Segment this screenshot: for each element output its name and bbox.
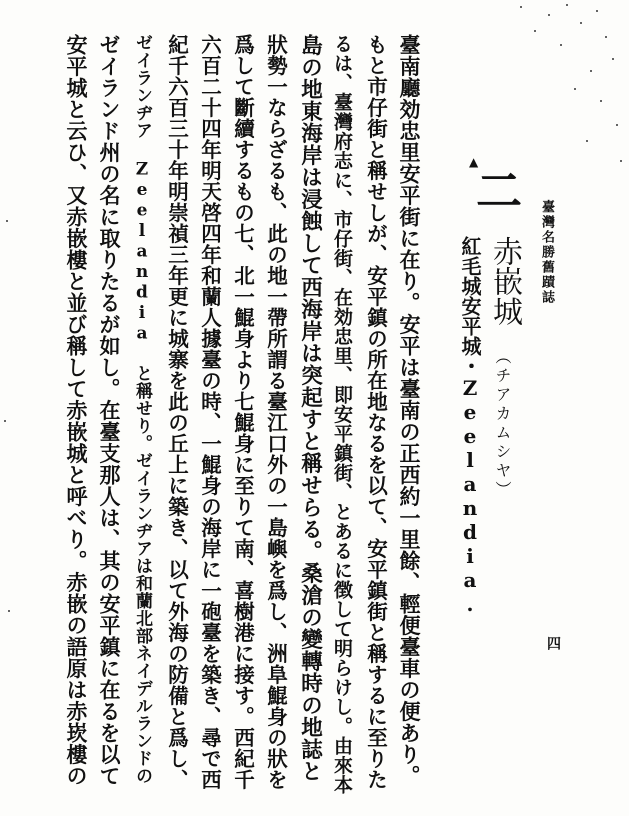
running-head: 臺灣名勝舊蹟誌 [539,200,554,305]
section-title: 赤嵌城 [487,236,522,326]
body-column-11: 安平城と云ひ、又赤嵌樓と並び稱して赤嵌城と呼べり。赤嵌の語原は赤崁樓の [64,34,89,787]
body-column-5: 狀勢一ならざるも、此の地一帶所謂る臺江口外の一島嶼を爲し、洲阜鯤身の狀を [263,34,288,790]
body-column-9: ゼイランヂア Zeelandia と稱せり。ゼイランヂアは和蘭北部ネイデルランドの [132,34,152,785]
page-number: 四 [545,636,561,650]
body-column-2: もと市仔街と稱せしが、安平鎮の所在地なるを以て、安平鎮街と稱するに至りた [363,34,388,790]
body-column-4: 島の地東海岸は浸蝕して西海岸は突起すと稱せらる。桑滄の變轉時の地誌と [297,34,323,782]
pointer-mark-icon: ▲ [469,155,479,169]
section-reading: （チアカムシヤ） [493,348,512,500]
section-number: 二 [476,164,522,218]
body-column-7: 六百二十四年明天啓四年和蘭人據臺の時、一鯤身の海岸に一砲臺を築き、尋で西 [197,34,222,790]
body-column-6: 爲して斷續するもの七、北一鯤身より七鯤身に至りて南、喜樹港に接す。西紀千 [230,34,255,790]
body-column-8: 紀千六百三十年明崇禎三年更に城寨を此の丘上に築き、以て外海の防備と爲し、 [164,34,189,790]
body-column-3: るは、臺灣府志に、市仔街、在効忠里、即安平鎮街、とあるに徴して明らけし。由來本 [331,34,353,795]
body-column-1: 臺南廳効忠里安平街に在り。安平は臺南の正西約一里餘、輕便臺車の便あり。 [397,34,422,787]
section-subtitle: 紅毛城安平城・Zeelandia. [458,236,482,616]
body-column-10: ゼイランド州の名に取りたるが如し。在臺支那人は、其の安平鎮に在るを以て [97,34,122,787]
